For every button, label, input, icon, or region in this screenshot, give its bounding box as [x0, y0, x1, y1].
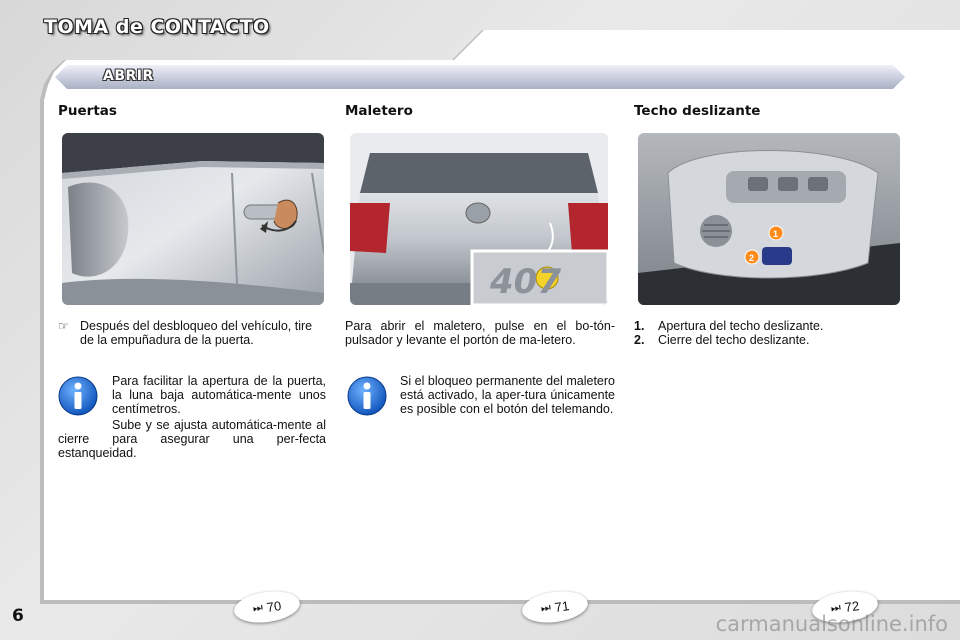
sunroof-console-photo — [638, 133, 900, 305]
section-title: ABRIR — [103, 68, 154, 84]
techo-list-item — [634, 333, 894, 347]
heading-puertas: Puertas — [58, 103, 117, 119]
page-panel — [44, 30, 960, 600]
page-header-title: TOMA de CONTACTO — [44, 16, 270, 38]
puertas-info-para1: Para facilitar la apertura de la puerta, la luna baja automática-mente unos centímetros. — [112, 374, 326, 416]
heading-techo-deslizante: Techo deslizante — [634, 103, 761, 119]
page-ref-label: 72 — [843, 597, 861, 615]
puertas-info-para2: Sube y se ajusta automática-mente al cierre para asegurar una per-fecta estanqueidad. — [58, 418, 326, 460]
techo-list — [634, 319, 894, 347]
photo-callout-1: 1 — [773, 229, 779, 239]
info-icon — [347, 376, 387, 416]
techo-list-text: Apertura del techo deslizante. — [658, 319, 824, 333]
trunk-photo — [350, 133, 608, 305]
trunk-badge-text: 407 — [490, 262, 561, 302]
watermark: carmanualsonline.info — [715, 612, 948, 636]
photo-callout-2: 2 — [749, 253, 755, 263]
section-bar — [55, 65, 905, 89]
heading-maletero: Maletero — [345, 103, 413, 119]
skip-forward-icon: ⏭ — [830, 601, 842, 615]
maletero-text: Para abrir el maletero, pulse en el bo-tón-pulsador y levante el portón de ma-letero. — [345, 319, 615, 347]
techo-list-num: 1. — [634, 319, 645, 333]
skip-forward-icon: ⏭ — [540, 601, 552, 615]
page-ref-label: 71 — [553, 597, 571, 615]
techo-list-text: Cierre del techo deslizante. — [658, 333, 810, 347]
pointing-hand-icon: ☞ — [58, 319, 69, 333]
puertas-bullet-text: Después del desbloqueo del vehículo, tire de la empuñadura de la puerta. — [80, 319, 313, 347]
puertas-bullet — [58, 319, 328, 347]
skip-forward-icon: ⏭ — [252, 601, 264, 615]
page-ref-label: 70 — [265, 597, 283, 615]
door-handle-photo — [62, 133, 324, 305]
techo-list-num: 2. — [634, 333, 645, 347]
info-icon — [58, 376, 98, 416]
techo-list-item — [634, 319, 894, 333]
page-number: 6 — [12, 606, 24, 626]
maletero-info-para1: Si el bloqueo permanente del maletero está activado, la aper-tura únicamente es posible con el botón del telemando. — [400, 374, 615, 416]
